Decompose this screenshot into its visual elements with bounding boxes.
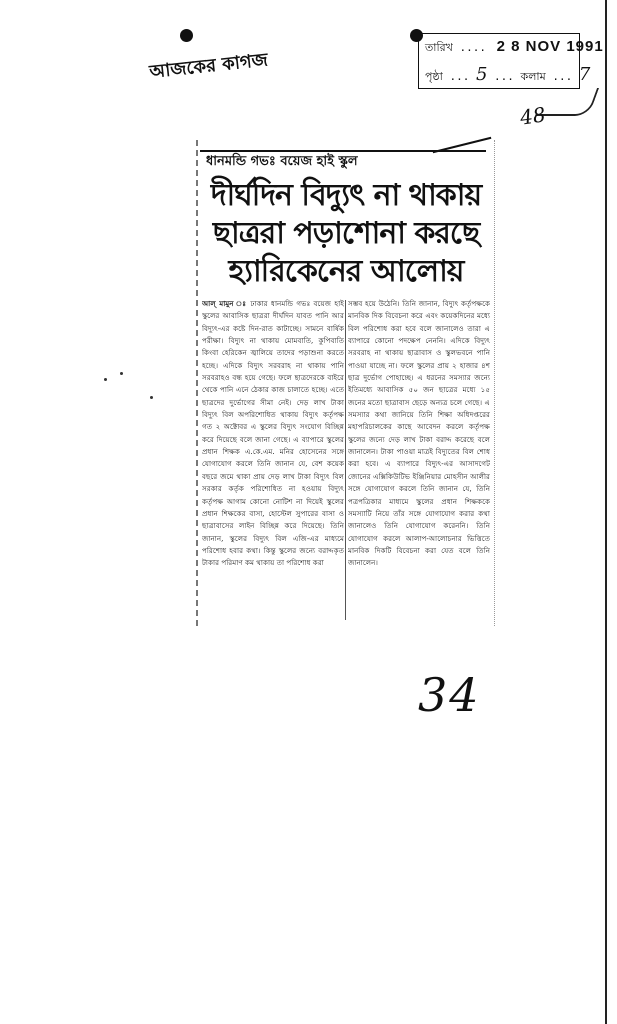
article-kicker: ধানমন্ডি গভঃ বয়েজ হাই স্কুল xyxy=(206,154,358,169)
date-label: তারিখ xyxy=(425,41,453,54)
scan-speck xyxy=(120,372,123,375)
date-value: 2 8 NOV 1991 xyxy=(496,38,604,55)
newspaper-name: আজকের কাগজ xyxy=(148,49,269,83)
handwritten-file-number: 48 xyxy=(518,102,547,130)
page-edge xyxy=(605,0,611,1024)
article-column-right xyxy=(348,298,490,624)
headline-line-2: ছাত্ররা পড়াশোনা করছে xyxy=(212,216,480,251)
page-value: 5 xyxy=(475,64,488,85)
kicker-slash-mark xyxy=(433,137,492,153)
article-body-left: ঢাকার ধানমন্ডি গভঃ বয়েজ হাই স্কুলের আবাসিক ছাত্ররা দীর্ঘদিন যাবত পানি আর বিদ্যুৎ-এর কষ্টে দিন-রাত কাটাচ্ছে। সামনে বার্ষিক পরীক্ষা। বিদ্যুৎ না থাকায় মোমবাতি, কুপিবাতি কিংবা হেরিকেন জ্বালিয়ে তাদের পড়াশুনা করতে হচ্ছে। এদিকে বিদ্যুৎ সরবরাহ না থাকায় পানি সরবরাহও বন্ধ হয়ে গেছে। ফলে ছাত্রদেরকে বাইরে থেকে পানি এনে ঠেকার কাজ চালাতে হচ্ছে। এতে ছাত্রদের দুর্ভোগের সীমা নেই। দেড় লাখ টাকা বিদ্যুৎ বিল অপরিশোধিত থাকায় বিদ্যুৎ কর্তৃপক্ষ গত ২ অক্টোবর এ স্কুলের বিদ্যুৎ সংযোগ বিচ্ছিন্ন করে দিয়েছে বলে জানা গেছে। এ ব্যাপারে স্কুলের প্রধান শিক্ষক এ.কে.এম. মনির হোসেনের সঙ্গে যোগাযোগ করলে তিনি জানান যে, বেশ কয়েক বছরে জমে থাকা প্রায় দেড় লাখ টাকা বিদ্যুৎ বিল সরকার কর্তৃক পরিশোধিত না হওয়ায় বিদ্যুৎ কর্তৃপক্ষ আগাম কোনো নোটিশ না দিয়েই স্কুলের প্রধান শিক্ষকের বাসা, হোস্টেল সুপারের বাসা ও ছাত্রাবাসের লাইন বিচ্ছিন্ন করে দিয়েছে। তিনি জানান, স্কুলের বিদ্যুৎ বিল এজি-এর মাধ্যমে পরিশোধ হবার কথা। কিন্তু স্কুলের জন্যে বরাদ্দকৃত টাকার পরিমাণ কম থাকায় তা পরিশোধ করা xyxy=(202,299,344,568)
punch-hole-left xyxy=(180,29,193,42)
article-byline: আল্ মামুন ঃ xyxy=(202,299,248,308)
newspaper-clipping xyxy=(196,140,495,626)
date-stamp xyxy=(418,33,604,89)
column-divider xyxy=(345,300,346,620)
article-body-right: সম্ভব হয়ে উঠেনি। তিনি জানান, বিদ্যুৎ কর্তৃপক্ষকে মানবিক দিক বিবেচনা করে এবং কয়েকদিনের মধ্যে বিল পরিশোধ করা হবে বলে জানালেও তারা এ ব্যাপারে কোনো পদক্ষেপ নেননি। এদিকে বিদ্যুৎ সরবরাহ না থাকায় ছাত্রাবাস ও স্কুলভবনে পানি পাওয়া যাচ্ছে না। ফলে স্কুলের প্রায় ২ হাজার ৪শ ছাত্র দুর্ভোগ পোহাচ্ছে। এ ধরনের সমস্যার জন্যে ইতিমধ্যে আবাসিক ৫০ জন ছাত্রের মধ্যে ১৫ জনের মতো ছাত্রাবাস ছেড়ে অন্যত্র চলে গেছে। এ সমস্যার কথা জানিয়ে তিনি শিক্ষা অধিদপ্তরের মহাপরিচালকের কাছে আবেদন করলে কর্তৃপক্ষ স্কুলের জন্যে দেড় লাখ টাকা বরাদ্দ করেছে বলে জানালেন। টাকা পাওয়া মাত্রই বিদ্যুতের বিল শোধ করা হবে। এ ব্যাপারে বিদ্যুৎ-এর আসাদগেট জোনের এক্সিকিউটিভ ইঞ্জিনিয়ার মোহসীন আলীর সঙ্গে যোগাযোগ করলে তিনি জানান যে, তিনি পত্রপত্রিকার মাধ্যমে স্কুলের প্রধান শিক্ষককে সমস্যাটি নিয়ে তাঁর সঙ্গে যোগাযোগ করার কথা জানালেও তিনি যোগাযোগ করেননি। তিনি যোগাযোগ করলে আলাপ-আলোচনার ভিত্তিতে মানবিক দিকটি বিবেচনা করা যেত বলে তিনি জানালেন। xyxy=(348,299,490,568)
column-value: 7 xyxy=(578,64,591,85)
headline-line-1: দীর্ঘদিন বিদ্যুৎ না থাকায় xyxy=(210,178,482,213)
column-label: কলাম xyxy=(520,70,546,83)
article-column-left xyxy=(202,298,344,624)
scan-speck xyxy=(104,378,107,381)
handwritten-page-number: 34 xyxy=(418,668,481,722)
page-label: পৃষ্ঠা xyxy=(425,70,443,83)
page-column-row: পৃষ্ঠা ... 5 ... কলাম ... 7 xyxy=(425,64,591,85)
headline-line-3: হ্যারিকেনের আলোয় xyxy=(228,254,464,289)
date-row: তারিখ .... 2 8 NOV 1991 xyxy=(425,38,604,55)
scan-speck xyxy=(150,396,153,399)
